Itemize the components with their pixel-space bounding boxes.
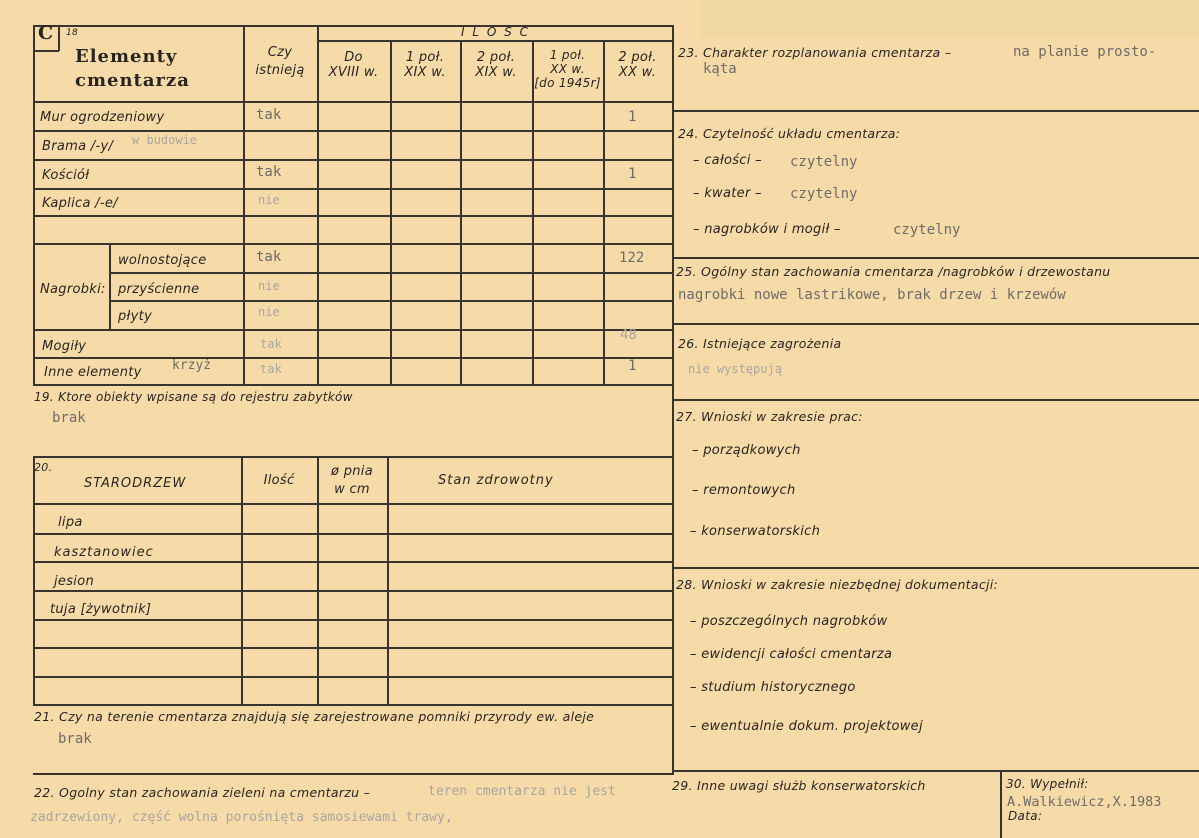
s24-label: 24. Czytelność układu cmentarza: — [678, 126, 901, 141]
s24-c-value: czytelny — [893, 222, 961, 238]
s30-value: A.Walkiewicz,X.1983 — [1007, 794, 1162, 810]
tree-3: jesion — [54, 574, 94, 589]
s24-b-label: – kwater – — [693, 186, 762, 201]
rule — [33, 357, 674, 359]
s21-label: 21. Czy na terenie cmentarza znajdują się zarejestrowane pomniki przyrody ew. aleje — [34, 709, 595, 724]
row-kosciol-exists: tak — [256, 164, 282, 180]
rule — [1000, 770, 1002, 838]
rule — [241, 456, 243, 704]
rule — [387, 456, 389, 704]
rule — [109, 300, 674, 302]
s27-item-3: – konserwatorskich — [690, 524, 821, 539]
rule — [33, 590, 674, 592]
s20-pnia: ø pnia w cm — [331, 464, 373, 497]
nagrobki-label: Nagrobki: — [40, 282, 106, 297]
rule — [58, 25, 60, 51]
col-1pol-xx: 1 poł. XX w. [do 1945r] — [534, 48, 601, 90]
row-wolno-count: 122 — [619, 250, 645, 266]
col-ilosc: I L O S C — [461, 25, 530, 39]
rule — [603, 40, 605, 385]
s26-label: 26. Istniejące zagrożenia — [678, 336, 842, 351]
card-code-sup: 18 — [66, 28, 79, 38]
rule — [672, 399, 1199, 401]
tree-2: kasztanowiec — [54, 545, 154, 560]
s27-label: 27. Wnioski w zakresie prac: — [676, 409, 863, 424]
rule — [33, 188, 674, 190]
rule — [33, 101, 674, 103]
s22-value-2: zadrzewiony, część wolna porośnięta samosiewami trawy, — [30, 810, 453, 825]
s24-c-label: – nagrobków i mogił – — [693, 222, 841, 237]
table-title-line1: Elementy — [75, 46, 178, 67]
s21-value: brak — [58, 731, 92, 747]
paper-stain — [700, 0, 1199, 38]
s28-item-2: – ewidencji całości cmentarza — [690, 647, 893, 662]
rule — [33, 773, 674, 775]
row-inne-count: 1 — [628, 358, 637, 374]
row-przysc-label: przyścienne — [118, 282, 200, 297]
s20-header: STARODRZEW — [84, 476, 187, 491]
s23-label: 23. Charakter rozplanowania cmentarza – — [678, 45, 952, 60]
rule — [317, 40, 674, 42]
row-brama-label: Brama /-y/ — [42, 139, 114, 154]
row-mogily-count: 48 — [620, 327, 637, 343]
row-wolno-label: wolnostojące — [118, 253, 207, 268]
s28-item-1: – poszczególnych nagrobków — [690, 614, 888, 629]
rule — [33, 619, 674, 621]
row-mur-exists: tak — [256, 107, 282, 123]
s19-label: 19. Ktore obiekty wpisane są do rejestru zabytków — [34, 390, 353, 404]
row-mur-count: 1 — [628, 109, 637, 125]
row-inne-exists: tak — [260, 362, 282, 376]
s20-ilosc: Ilość — [263, 473, 295, 488]
s23-value-1: na planie prosto- — [1013, 44, 1157, 60]
row-kaplica-label: Kaplica /-e/ — [42, 196, 118, 211]
rule — [460, 40, 462, 385]
s24-a-value: czytelny — [790, 154, 858, 170]
row-mogily-exists: tak — [260, 337, 282, 351]
row-mogily-label: Mogiły — [42, 339, 87, 354]
row-inne-label: Inne elementy — [44, 365, 142, 380]
rule — [672, 770, 1199, 772]
s27-item-2: – remontowych — [692, 483, 796, 498]
row-brama-note: w budowie — [132, 133, 198, 147]
rule — [672, 110, 1199, 112]
rule — [109, 272, 674, 274]
row-przysc-exists: nie — [258, 279, 280, 293]
s26-value: nie występują — [688, 362, 782, 376]
col-2pol-xx: 2 poł. XX w. — [618, 50, 657, 80]
row-inne-note: krzyż — [172, 358, 212, 373]
rule — [33, 456, 35, 704]
row-kosciol-label: Kościół — [42, 168, 90, 183]
col-1pol-xix: 1 poł. XIX w. — [404, 50, 446, 80]
s24-b-value: czytelny — [790, 186, 858, 202]
rule — [33, 503, 674, 505]
col-2pol-xix: 2 poł. XIX w. — [475, 50, 517, 80]
col-czy-istnieja: Czy istnieją — [255, 45, 305, 78]
tree-1: lipa — [58, 515, 83, 530]
s19-value: brak — [52, 410, 86, 426]
rule — [33, 25, 35, 385]
rule — [532, 40, 534, 385]
table-title-line2: cmentarza — [75, 70, 190, 91]
rule — [33, 533, 674, 535]
s20-stan: Stan zdrowotny — [438, 473, 554, 488]
s20-num: 20. — [34, 461, 53, 474]
rule — [33, 561, 674, 563]
s30-label: 30. Wypełnił: — [1006, 777, 1089, 791]
rule — [33, 130, 674, 132]
s28-label: 28. Wnioski w zakresie niezbędnej dokumentacji: — [676, 577, 999, 592]
s28-item-4: – ewentualnie dokum. projektowej — [690, 719, 923, 734]
s27-item-1: – porządkowych — [692, 443, 801, 458]
rule — [33, 215, 674, 217]
s25-value: nagrobki nowe lastrikowe, brak drzew i krzewów — [678, 287, 1066, 303]
s30-data-label: Data: — [1008, 809, 1043, 823]
rule — [33, 647, 674, 649]
row-kosciol-count: 1 — [628, 166, 637, 182]
rule — [33, 50, 59, 52]
row-plyty-exists: nie — [258, 305, 280, 319]
rule — [33, 384, 674, 386]
row-plyty-label: płyty — [118, 309, 152, 324]
s29-label: 29. Inne uwagi służb konserwatorskich — [672, 778, 926, 793]
rule — [33, 243, 674, 245]
row-mur-label: Mur ogrodzeniowy — [40, 110, 165, 125]
card-code: C — [38, 22, 55, 44]
rule — [33, 159, 674, 161]
rule — [33, 329, 674, 331]
s22-label: 22. Ogolny stan zachowania zieleni na cmentarzu – — [34, 785, 371, 800]
rule — [672, 323, 1199, 325]
s25-label: 25. Ogólny stan zachowania cmentarza /nagrobków i drzewostanu — [676, 264, 1111, 279]
s22-value-1: teren cmentarza nie jest — [428, 784, 616, 799]
tree-4: tuja [żywotnik] — [50, 602, 152, 617]
s24-a-label: – całości – — [693, 153, 762, 168]
rule — [390, 40, 392, 385]
s28-item-3: – studium historycznego — [690, 680, 856, 695]
row-kaplica-exists: nie — [258, 193, 280, 207]
rule — [672, 567, 1199, 569]
rule — [109, 243, 111, 329]
rule — [33, 704, 674, 706]
col-do-xviii: Do XVIII w. — [328, 50, 379, 80]
s23-value-2: kąta — [703, 61, 737, 77]
rule — [672, 257, 1199, 259]
rule — [33, 676, 674, 678]
row-wolno-exists: tak — [256, 249, 282, 265]
rule — [33, 456, 674, 458]
